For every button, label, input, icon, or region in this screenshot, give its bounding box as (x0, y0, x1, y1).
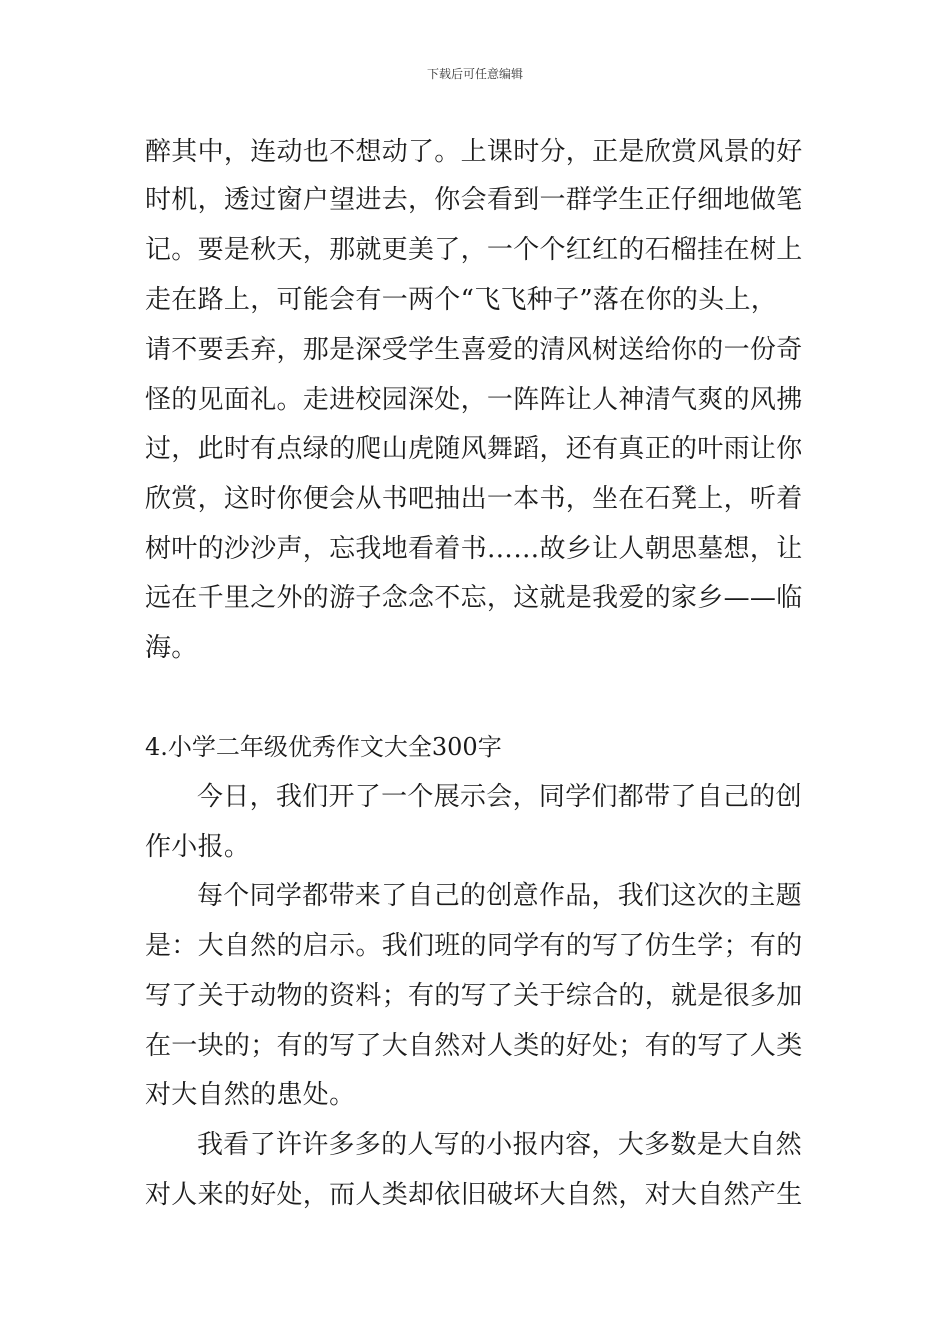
paragraph-line: 对大自然的患处。 (145, 1080, 356, 1110)
paragraph-line: 在一块的；有的写了大自然对人类的好处；有的写了人类 (145, 1031, 803, 1061)
paragraph-line: 每个同学都带来了自己的创意作品，我们这次的主题 (197, 881, 802, 911)
paragraph-line: 我看了许许多多的人写的小报内容，大多数是大自然 (197, 1130, 802, 1160)
paragraph-line: 欣赏，这时你便会从书吧抽出一本书，坐在石凳上，听着 (145, 484, 803, 514)
paragraph-line: 怪的见面礼。走进校园深处，一阵阵让人神清气爽的风拂 (145, 385, 803, 415)
paragraph-line: 走在路上，可能会有一两个“飞飞种子”落在你的头上， (145, 285, 778, 315)
paragraph-line: 远在千里之外的游子念念不忘，这就是我爱的家乡——临 (145, 583, 803, 613)
paragraph-line: 对人来的好处，而人类却依旧破坏大自然，对大自然产生 (145, 1180, 803, 1210)
paragraph-line: 树叶的沙沙声，忘我地看着书……故乡让人朝思墓想，让 (145, 534, 803, 564)
paragraph-line: 过，此时有点绿的爬山虎随风舞蹈，还有真正的叶雨让你 (145, 434, 803, 464)
paragraph-line: 写了关于动物的资料；有的写了关于综合的，就是很多加 (145, 981, 803, 1011)
paragraph-line: 请不要丢弃，那是深受学生喜爱的清风树送给你的一份奇 (145, 335, 803, 365)
paragraph-line: 是：大自然的启示。我们班的同学有的写了仿生学；有的 (145, 931, 803, 961)
section-heading: 4.小学二年级优秀作文大全300字 (145, 733, 502, 761)
paragraph-line: 海。 (145, 633, 198, 663)
paragraph-line: 醉其中，连动也不想动了。上课时分，正是欣赏风景的好 (145, 137, 803, 167)
paragraph-line: 时机，透过窗户望进去，你会看到一群学生正仔细地做笔 (145, 185, 803, 215)
paragraph-line: 作小报。 (145, 832, 251, 862)
page-header-note: 下载后可任意编辑 (426, 67, 523, 81)
paragraph-line: 今日，我们开了一个展示会，同学们都带了自己的创 (197, 782, 802, 812)
paragraph-line: 记。要是秋天，那就更美了，一个个红红的石榴挂在树上 (145, 235, 803, 265)
